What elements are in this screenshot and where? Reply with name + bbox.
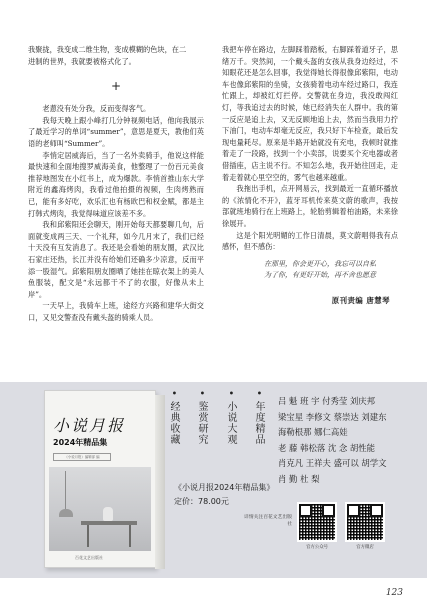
paragraph: 我把车停在路边，左脚踩着踏板，右脚踩着道牙子，思绪万千。突然间，一个戴头盔的女孩从我身边经过，不知眼花还是怎么回事，我觉得她长得很像邱紫阳，电动车也像邱紫阳的坐骑，女孩骑着电动车经过路口，我连忙跟上，却被红灯拦停。交警就在身边，我没敢闯红灯，等我追过去的时候，她已经消失在人群中。我的第一反应是追上去，又无反顾地追上去，然而当我用力拧下油门，电动车却毫无反应，我只好下车检查，最后发现电量耗尽。原来是半路开始就没有充电，我顿时就推着走了一段路，找到一个小卖部，说要买个充电器或者借插座，店主说不行。不知怎么地，我开始往回走，走着走着就心里空空的，雾气也越来越重。 bbox=[222, 45, 398, 182]
book-cover-subtitle: 《小说月报》编辑部 编 bbox=[53, 453, 111, 461]
author-row: 海勒根那 娜仁高娃 bbox=[278, 427, 348, 438]
paragraph: 一天早上，我骑车上班，途经方兴路和建华大街交口，又见交警查没有戴头盔的骑乘人员。 bbox=[28, 301, 204, 322]
section-divider: + bbox=[110, 79, 122, 94]
table-leg bbox=[87, 525, 89, 547]
qr-caption: 详情关注百花文艺出版社 bbox=[244, 515, 292, 527]
book-publisher: 百花文艺出版社 bbox=[75, 555, 103, 560]
paragraph: 我拖出手机，点开网易云，找到最近一直循环播放的《浓情化不开》，蓝牙耳机传来莫文蔚的歌声，我按部就班地骑行在上班路上，轮胎剪辑着柏油路，未来徐徐展开。 bbox=[222, 184, 398, 228]
page-number: 123 bbox=[385, 588, 403, 598]
qr-code-icon bbox=[297, 502, 337, 542]
lampshade bbox=[59, 509, 73, 517]
table-leg bbox=[129, 525, 131, 547]
left-column bbox=[28, 44, 204, 323]
paragraph: 我和邱紫阳还会聊天，刚开始每天都要聊几句，后面就变成两三天、一个礼拜，如今几月末了，我们已经十天没有互发消息了。我还是会看她的朋友圈，武汉比石家庄还热，长江并没有给她们还确多少凉意，反而平添一股湿气。邱紫阳朋友圈晒了她挂在晾衣架上的美人鱼服装，配文是“永远都干不了的衣服，好像从未上岸”。 bbox=[28, 220, 204, 299]
qr-official-store[interactable] bbox=[344, 502, 386, 550]
paragraph: 我每天晚上跟小峰打几分钟视频电话，他向我展示了最近学习的单词“summer”，意思是夏天，教他们英语的老师叫“Summer”。 bbox=[28, 115, 204, 148]
qr-official-account[interactable] bbox=[296, 502, 338, 550]
promo-vertical-title: • 年度精品 bbox=[253, 390, 264, 446]
paragraph: 李悄定居威海后，当了一名外卖骑手，他说这样能最快速和全面地搜罗威海美食，他整理了一份百元美食推荐地图发在小红书上，成为爆款。李悄首推山东大学附近的鑫海烤肉，我看过他拍摄的视频，生肉烤熟而已，能有多好吃，欢乐汇也有杨欧巴和权金赋，都是主打韩式烤肉，我觉得味道应该差不多。 bbox=[28, 150, 204, 218]
book-price: 定价：78.00元 bbox=[174, 497, 229, 506]
book-cover-image bbox=[44, 390, 156, 568]
author-row: 肖克凡 王祥夫 盛可以 胡学文 bbox=[278, 458, 387, 469]
paragraph: 这是个阳光明媚的工作日清晨，莫文蔚唱得我有点感怀，但不感伤： bbox=[222, 230, 398, 252]
qr-label: 官方公众号 bbox=[306, 545, 328, 550]
lyric-line: 在那里，你会更开心，我忘可以自私 bbox=[264, 259, 376, 268]
author-row: 肖 勤 杜 梨 bbox=[278, 473, 320, 484]
book-advertisement bbox=[0, 382, 427, 578]
book-cover-title: 2024年精品集 bbox=[53, 438, 108, 447]
promo-vertical-title: • 鉴赏研究 bbox=[196, 390, 207, 446]
qr-code-icon bbox=[345, 502, 385, 542]
book-logo: 小说月报 bbox=[53, 416, 126, 435]
top-line-1: 我聚拢，我变成二维生物，变成模糊的色块，在二 bbox=[28, 45, 187, 54]
book-spine bbox=[155, 395, 165, 569]
author-row: 老 藤 韩松落 沈 念 胡性能 bbox=[278, 442, 376, 453]
right-column bbox=[222, 44, 398, 306]
author-row: 梁宝星 李修文 蔡崇达 刘建东 bbox=[278, 411, 387, 422]
qr-label: 官方微店 bbox=[356, 545, 374, 550]
author-list bbox=[278, 394, 423, 488]
lyric-line: 为了你，有更好开始，再不舍也愿意 bbox=[264, 270, 376, 279]
top-line-2: 进制的世界，我就要被格式化了。 bbox=[28, 56, 136, 66]
book-name: 《小说月报2024年精品集》 bbox=[174, 483, 275, 492]
promo-vertical-title: • 经典收藏 bbox=[168, 390, 179, 446]
promo-vertical-title: • 小说大观 bbox=[225, 390, 236, 446]
paragraph: 老蔥没有处分我，反而变得客气。 bbox=[42, 104, 151, 114]
vase bbox=[103, 507, 113, 521]
author-row: 吕 魁 班 宇 付秀莹 刘庆邦 bbox=[278, 396, 376, 406]
lyrics-quote bbox=[222, 259, 398, 281]
editor-credit: 原刊责编 唐慧琴 bbox=[331, 295, 390, 305]
